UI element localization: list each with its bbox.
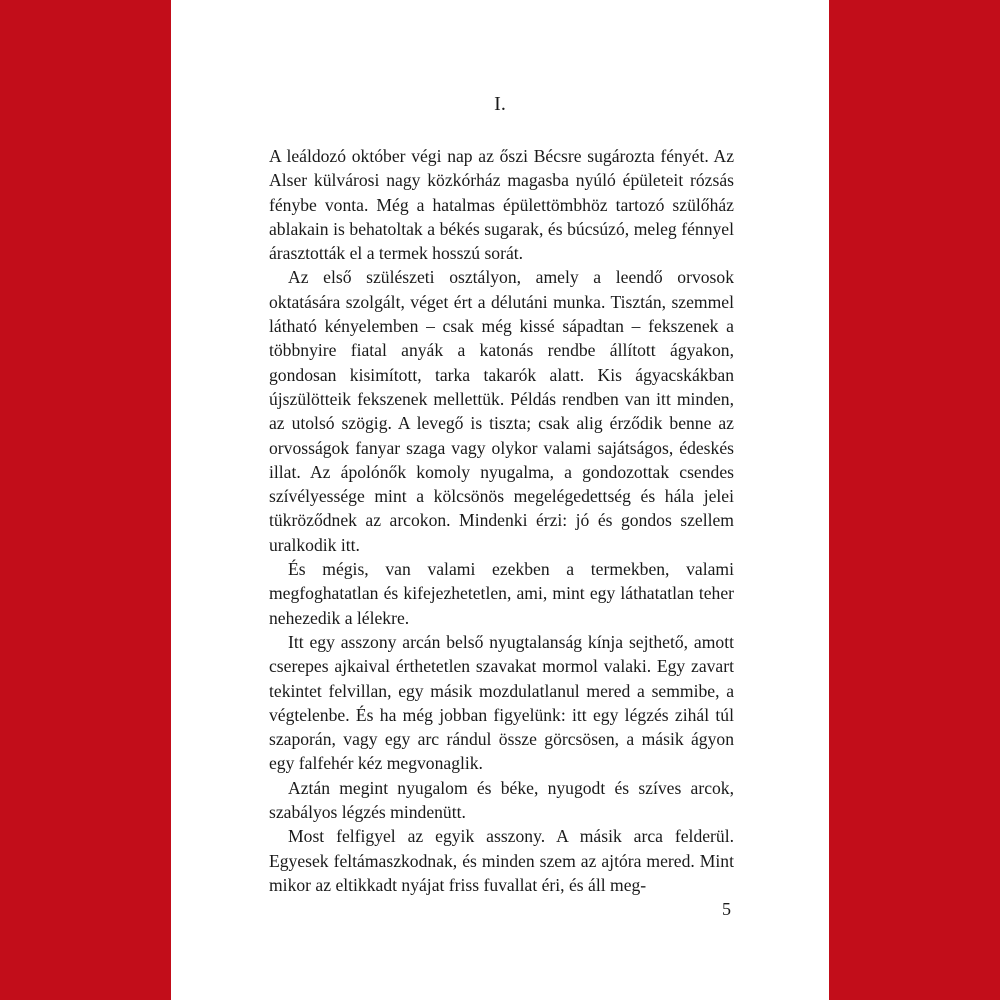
paragraph: Aztán megint nyugalom és béke, nyugodt és szíves arcok, szabályos légzés mindenütt. bbox=[269, 777, 734, 823]
page-number: 5 bbox=[722, 899, 731, 919]
book-page bbox=[171, 0, 829, 1000]
paragraph: És mégis, van valami ezekben a termekben, valami megfoghatatlan és kifejezhetetlen, ami, mint egy láthatatlan teher nehezedik a lélekre. bbox=[269, 559, 734, 628]
chapter-heading: I. bbox=[494, 93, 506, 115]
paragraph: A leáldozó október végi nap az őszi Bécsre sugározta fényét. Az Alser külvárosi nagy közkórház magasba nyúló épületeit rózsás fénybe vonta. Még a hatalmas épülettömbhöz tartozó szülőház ablakain is behatoltak a békés sugarak, és búcsúzó, meleg fénnyel árasztották el a termek hosszú sorát. bbox=[269, 146, 734, 264]
body-text bbox=[269, 144, 734, 897]
paragraph: Itt egy asszony arcán belső nyugtalanság kínja sejthető, amott cserepes ajkaival érthetetlen szavakat mormol valaki. Egy zavart tekintet felvillan, egy másik mozdulatlanul mered a semmibe, a végtelenbe. És ha még jobban figyelünk: itt egy légzés zihál túl szaporán, vagy egy arc rándul össze görcsösen, a másik ágyon egy falfehér kéz megvonaglik. bbox=[269, 631, 734, 774]
paragraph: Most felfigyel az egyik asszony. A másik arca felderül. Egyesek feltámaszkodnak, és minden szem az ajtóra mered. Mint mikor az eltikkadt nyájat friss fuvallat éri, és áll meg- bbox=[269, 826, 734, 895]
paragraph: Az első szülészeti osztályon, amely a leendő orvosok oktatására szolgált, véget ért a délutáni munka. Tisztán, szemmel látható kényelemben – csak még kissé sápadtan – fekszenek a többnyire fiatal anyák a katonás rendbe állított ágyakon, gondosan kisimított, tarka takarók alatt. Kis ágyacskákban újszülötteik fekszenek mellettük. Példás rendben van itt minden, az utolsó szögig. A levegő is tiszta; csak alig érződik benne az orvosságok fanyar szaga vagy olykor valami sajátságos, édeskés illat. Az ápolónők komoly nyugalma, a gondozottak csendes szívélyessége mint a kölcsönös megelégedettség és hála jelei tükröződnek az arcokon. Mindenki érzi: jó és gondos szellem uralkodik itt. bbox=[269, 267, 734, 555]
